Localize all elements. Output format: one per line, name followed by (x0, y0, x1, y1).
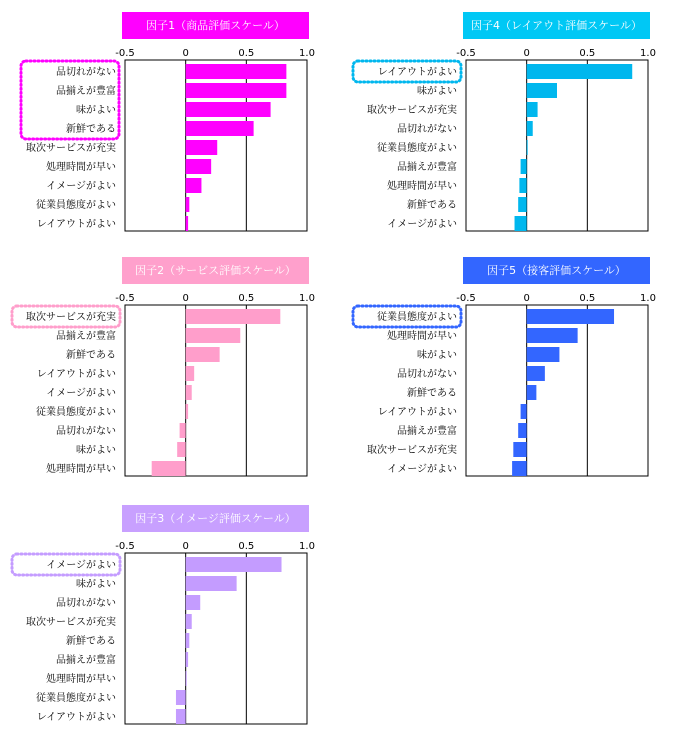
category-label: 味がよい (417, 86, 457, 97)
category-label: 従業員態度がよい (377, 143, 457, 154)
category-label: 品切れがない (397, 369, 457, 380)
bar (527, 347, 560, 362)
chart-title: 因子4（レイアウト評価スケール） (471, 19, 642, 32)
bar (186, 328, 241, 343)
category-label: イメージがよい (46, 388, 116, 399)
category-label: レイアウトがよい (36, 369, 116, 380)
bar (186, 83, 287, 98)
category-label: 品揃えが豊富 (397, 426, 457, 437)
bar (521, 159, 527, 174)
x-tick-label: -0.5 (115, 541, 135, 552)
x-tick-label: 1.0 (299, 48, 315, 59)
category-label: 品切れがない (56, 67, 116, 78)
category-label: 処理時間が早い (387, 331, 457, 342)
category-label: 品揃えが豊富 (56, 331, 116, 342)
bar (527, 64, 633, 79)
x-tick-label: 0 (182, 541, 189, 552)
category-label: レイアウトがよい (377, 67, 457, 78)
bar (186, 671, 187, 686)
bar (527, 309, 614, 324)
bar (521, 404, 527, 419)
bar (186, 159, 211, 174)
bar (186, 178, 202, 193)
category-label: 品揃えが豊富 (397, 162, 457, 173)
factor-chart-1 (21, 12, 315, 231)
category-label: レイアウトがよい (377, 407, 457, 418)
chart-title: 因子1（商品評価スケール） (146, 19, 285, 32)
category-label: 従業員態度がよい (36, 407, 116, 418)
x-tick-label: 0 (182, 293, 189, 304)
x-tick-label: 0.5 (579, 293, 596, 304)
bar (186, 366, 194, 381)
bar (515, 216, 527, 231)
x-tick-label: 0.5 (579, 48, 596, 59)
bar (176, 690, 186, 705)
x-tick-label: 0.5 (238, 293, 255, 304)
category-label: 取次サービスが充実 (26, 312, 116, 323)
category-label: 品揃えが豊富 (56, 86, 116, 97)
bar (527, 140, 528, 155)
bar (527, 328, 578, 343)
category-label: 新鮮である (66, 350, 116, 361)
bar (519, 178, 526, 193)
bar (527, 83, 557, 98)
category-label: 新鮮である (407, 388, 457, 399)
bar (186, 121, 254, 136)
category-label: 品揃えが豊富 (56, 655, 116, 666)
bar (518, 423, 526, 438)
category-label: 味がよい (417, 350, 457, 361)
category-label: 従業員態度がよい (36, 200, 116, 211)
x-tick-label: 0.5 (238, 48, 255, 59)
category-label: イメージがよい (387, 464, 457, 475)
bar (177, 442, 185, 457)
category-label: レイアウトがよい (36, 219, 116, 230)
category-label: 従業員態度がよい (36, 693, 116, 704)
bar (176, 709, 186, 724)
category-label: イメージがよい (46, 181, 116, 192)
factor-chart-4 (353, 257, 656, 476)
bar (186, 557, 282, 572)
category-label: 処理時間が早い (46, 162, 116, 173)
x-tick-label: -0.5 (115, 48, 135, 59)
category-label: 処理時間が早い (46, 674, 116, 685)
x-tick-label: 0.5 (238, 541, 255, 552)
x-tick-label: 0 (523, 48, 530, 59)
bar (527, 366, 545, 381)
x-tick-label: 0 (523, 293, 530, 304)
bar (186, 216, 188, 231)
category-label: 新鮮である (66, 124, 116, 135)
category-label: レイアウトがよい (36, 712, 116, 723)
category-label: 新鮮である (66, 636, 116, 647)
bar (527, 385, 537, 400)
bar (186, 633, 190, 648)
bar (186, 576, 237, 591)
category-label: 取次サービスが充実 (26, 143, 116, 154)
category-label: 取次サービスが充実 (26, 617, 116, 628)
x-tick-label: 0 (182, 48, 189, 59)
category-label: 新鮮である (407, 200, 457, 211)
bar (186, 64, 287, 79)
bar (186, 652, 188, 667)
bar (186, 385, 192, 400)
x-tick-label: 1.0 (299, 541, 315, 552)
factor-chart-5 (12, 505, 315, 724)
x-tick-label: -0.5 (456, 48, 476, 59)
bar (186, 140, 218, 155)
bar (527, 102, 538, 117)
bar (186, 595, 201, 610)
category-label: 処理時間が早い (387, 181, 457, 192)
category-label: 取次サービスが充実 (367, 105, 457, 116)
bar (186, 309, 281, 324)
category-label: 処理時間が早い (46, 464, 116, 475)
bar (186, 197, 190, 212)
bar (527, 121, 533, 136)
category-label: イメージがよい (387, 219, 457, 230)
bar (186, 102, 271, 117)
category-label: 品切れがない (397, 124, 457, 135)
factor-chart-3 (12, 257, 315, 476)
x-tick-label: -0.5 (115, 293, 135, 304)
bar (186, 404, 188, 419)
category-label: 味がよい (76, 445, 116, 456)
category-label: 品切れがない (56, 598, 116, 609)
bar (152, 461, 186, 476)
chart-title: 因子3（イメージ評価スケール） (135, 512, 296, 525)
category-label: 味がよい (76, 579, 116, 590)
x-tick-label: -0.5 (456, 293, 476, 304)
category-label: 従業員態度がよい (377, 312, 457, 323)
x-tick-label: 1.0 (640, 293, 656, 304)
category-label: 味がよい (76, 105, 116, 116)
bar (513, 442, 526, 457)
bar (180, 423, 186, 438)
category-label: 品切れがない (56, 426, 116, 437)
x-tick-label: 1.0 (299, 293, 315, 304)
x-tick-label: 1.0 (640, 48, 656, 59)
chart-title: 因子2（サービス評価スケール） (135, 264, 296, 277)
category-label: 取次サービスが充実 (367, 445, 457, 456)
bar (518, 197, 526, 212)
category-label: イメージがよい (46, 560, 116, 571)
chart-title: 因子5（接客評価スケール） (487, 264, 626, 277)
factor-chart-2 (353, 12, 656, 231)
bar (186, 347, 220, 362)
bar (186, 614, 192, 629)
bar (512, 461, 527, 476)
